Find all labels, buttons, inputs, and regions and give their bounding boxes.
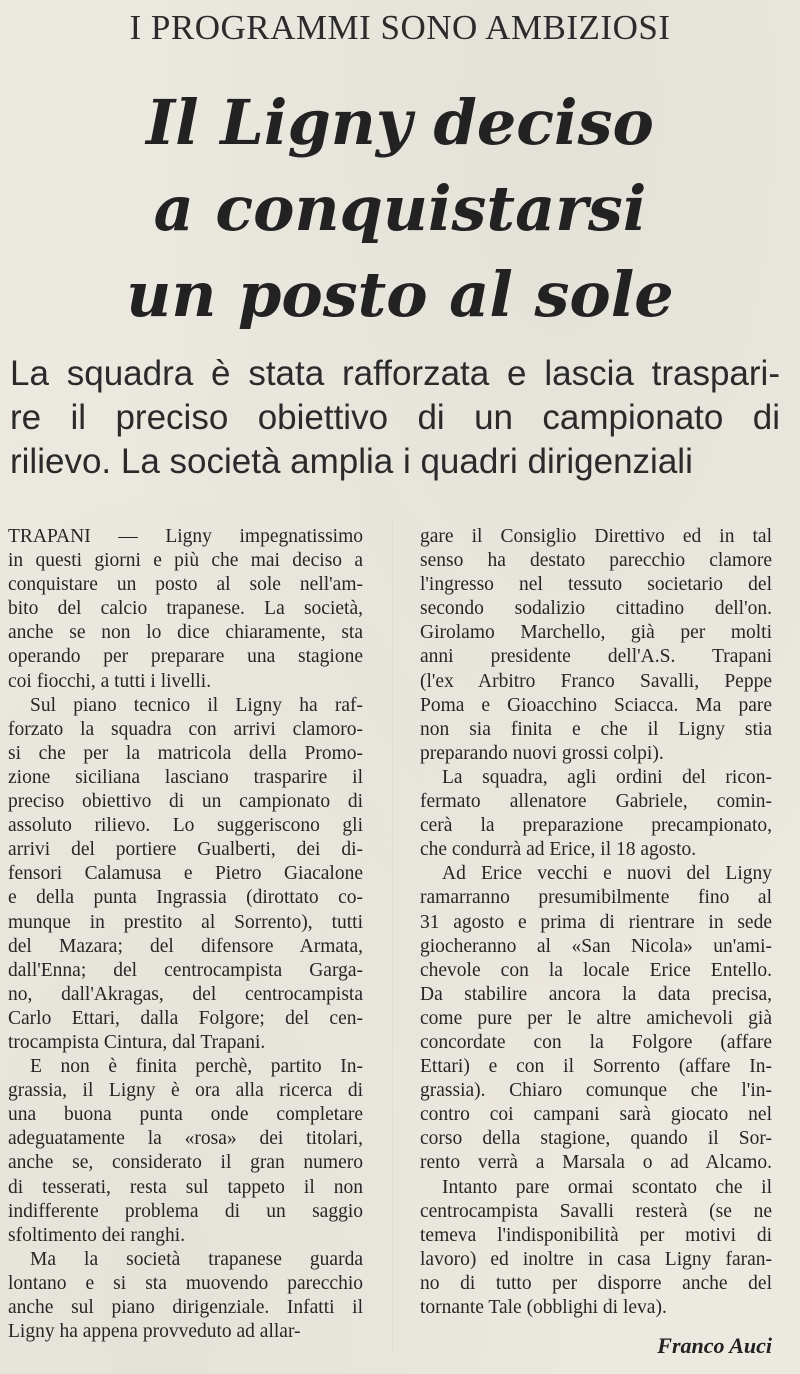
article-text-line: come pure per le altre amichevoli già [420, 1007, 772, 1029]
article-text-line: Girolamo Marchello, già per molti [420, 622, 772, 644]
article-text-line: del Mazara; del difensore Armata, [8, 935, 363, 957]
article-text-line: Ettari) e con il Sorrento (affare In- [420, 1056, 772, 1078]
article-text-line: grassia). Chiaro comunque che l'in- [420, 1080, 772, 1102]
article-text-line: Intanto pare ormai scontato che il [442, 1176, 772, 1198]
article-text-line: rento verrà a Marsala o ad Alcamo. [420, 1152, 772, 1174]
article-text-line: grassia, il Ligny è ora alla ricerca di [8, 1080, 363, 1102]
article-text-line: trocampista Cintura, dal Trapani. [8, 1031, 266, 1053]
article-text-line: La squadra, agli ordini del ricon- [442, 766, 772, 788]
article-text-line: arrivi del portiere Gualberti, dei di- [8, 839, 363, 861]
article-text-line: zione siciliana lasciano trasparire il [8, 766, 363, 788]
article-text-line: fensori Calamusa e Pietro Giacalone [8, 863, 363, 885]
article-text-line: non sia finita e che il Ligny stia [420, 718, 772, 740]
article-text-line: centrocampista Savalli resterà (se ne [420, 1200, 772, 1222]
article-text-line: cerà la preparazione precampionato, [420, 815, 772, 837]
article-text-line: conquistare un posto al sole nell'am- [8, 574, 363, 596]
article-text-line: Sul piano tecnico il Ligny ha raf- [30, 694, 363, 716]
article-text-line: Ma la società trapanese guarda [30, 1248, 363, 1270]
article-column-right [420, 525, 772, 1320]
article-text-line: munque in prestito al Sorrento), tutti [8, 911, 363, 933]
article-text-line: secondo sodalizio cittadino dell'on. [420, 598, 772, 620]
article-text-line: anche se, considerato il gran numero [8, 1152, 363, 1174]
article-text-line: Ad Erice vecchi e nuovi del Ligny [442, 863, 772, 885]
headline-line: un posto al sole [126, 258, 674, 331]
article-text-line: concordate con la Folgore (affare [420, 1031, 772, 1053]
article-text-line: che condurrà ad Erice, il 18 agosto. [420, 839, 697, 861]
article-text-line: in questi giorni e più che mai deciso a [8, 550, 363, 572]
article-text-line: TRAPANI — Ligny impegnatissimo [8, 526, 363, 547]
subhead-line: rilievo. La società amplia i quadri dirigenziali [10, 442, 693, 481]
subhead-line: re il preciso obiettivo di un campionato di [10, 398, 780, 437]
article-text-line: operando per preparare una stagione [8, 646, 363, 668]
article-text-line: chevole con la locale Erice Entello. [420, 959, 772, 981]
article-text-line: adeguatamente la «rosa» dei titolari, [8, 1128, 363, 1150]
article-kicker: I PROGRAMMI SONO AMBIZIOSI [129, 8, 671, 47]
article-text-line: contro coi campani sarà giocato nel [420, 1104, 772, 1126]
article-text-line: dall'Enna; del centrocampista Garga- [8, 959, 363, 981]
article-text-line: fermato allenatore Gabriele, comin- [420, 791, 772, 813]
article-text-line: preciso obiettivo di un campionato di [8, 791, 363, 813]
article-text-line: temeva l'indisponibilità per motivi di [420, 1224, 772, 1246]
article-text-line: lontano e si sta muovendo parecchio [8, 1272, 363, 1294]
article-text-line: anche se non lo dice chiaramente, sta [8, 622, 363, 644]
article-text-line: Poma e Gioacchino Sciacca. Ma pare [420, 694, 772, 716]
article-text-line: di tesserati, resta sul tappeto il non [8, 1176, 363, 1198]
article-text-line: indifferente problema di un saggio [8, 1200, 363, 1222]
article-text-line: Da stabilire ancora la data precisa, [420, 983, 772, 1005]
article-text-line: anche sul piano dirigenziale. Infatti il [8, 1297, 363, 1318]
article-text-line: E non è finita perchè, partito In- [30, 1056, 363, 1078]
article-text-line: gare il Consiglio Direttivo ed in tal [420, 526, 772, 547]
article-text-line: no, dall'Akragas, del centrocampista [8, 983, 363, 1005]
article-text-line: coi fiocchi, a tutti i livelli. [8, 670, 212, 692]
column-gutter [392, 520, 393, 1350]
article-text-line: l'ingresso nel tessuto societario del [420, 574, 772, 596]
article-text-line: tornante Tale (obblighi di leva). [420, 1297, 667, 1318]
article-text-line: Ligny ha appena provveduto ad allar- [8, 1321, 301, 1343]
headline-line: a conquistarsi [153, 172, 647, 245]
article-text-line: una buona punta onde completare [8, 1104, 363, 1126]
article-text-line: assoluto rilievo. Lo suggeriscono gli [8, 815, 363, 837]
article-text-line: sfoltimento dei ranghi. [8, 1224, 186, 1246]
headline-line: Il Ligny deciso [146, 86, 654, 159]
article-text-line: preparando nuovi grossi colpi). [420, 742, 664, 764]
article-text-line: Carlo Ettari, dalla Folgore; del cen- [8, 1007, 363, 1029]
article-text-line: 31 agosto e prima di rientrare in sede [420, 911, 772, 933]
article-text-line: giocheranno al «San Nicola» un'ami- [420, 935, 772, 957]
article-text-line: no di tutto per disporre anche del [420, 1272, 772, 1294]
article-subheadline [10, 352, 780, 484]
article-text-line: corso della stagione, quando il Sor- [420, 1128, 772, 1150]
article-column-left [8, 525, 363, 1344]
article-text-line: bito del calcio trapanese. La società, [8, 598, 363, 620]
subhead-line: La squadra è stata rafforzata e lascia traspari- [10, 354, 780, 393]
article-text-line: senso ha destato parecchio clamore [420, 550, 772, 572]
article-text-line: ramarranno presumibilmente fino al [420, 887, 772, 909]
article-text-line: lavoro) ed inoltre in casa Ligny faran- [420, 1248, 772, 1270]
article-text-line: anni presidente dell'A.S. Trapani [420, 646, 772, 668]
article-byline: Franco Auci [657, 1333, 772, 1358]
article-text-line: si che per la matricola della Promo- [8, 742, 363, 764]
article-text-line: (l'ex Arbitro Franco Savalli, Peppe [420, 670, 772, 692]
article-text-line: e della punta Ingrassia (dirottato co- [8, 887, 363, 909]
article-headline [0, 80, 800, 338]
article-text-line: forzato la squadra con arrivi clamoro- [8, 718, 363, 740]
